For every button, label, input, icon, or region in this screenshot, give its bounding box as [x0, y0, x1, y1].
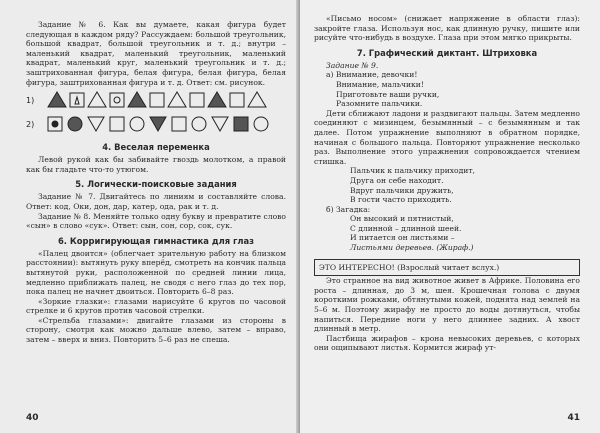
exercise-shooting-text: «Стрельба глазами»: двигайте глазами из стороны в сторону, смотря как можно дальше влево, затем – вправо, затем – вверх и вниз. Повторить 5–6 раз не спеша.: [26, 315, 286, 345]
row2-triangle-2: [150, 117, 166, 131]
row2-square-2: [110, 117, 124, 131]
nose-writing-text: «Письмо носом» (снижает напряжение в области глаз): закройте глаза. Используя нос, как длинную ручку, пишите или рисуйте что-нибудь в воздухе. Глаза при этом мягко прикрыты.: [314, 14, 580, 43]
interesting-box: [314, 259, 580, 277]
poem-line: Друга он себе находит.: [350, 175, 444, 185]
part-a-line: Приготовьте ваши ручки,: [336, 89, 440, 99]
giraffe-text-1: Это странное на вид животное живет в Африке. Половина его роста – длинная, до 3 м, шея. Крошечная голова с двумя короткими рожками, обтянутыми кожей, поднята над землей на 5–6 м. Поэтому жирафу не просто до воды дотянуться, чтобы напиться. Передние ноги у него длиннее задних. А хвост длинный в метр.: [314, 276, 580, 334]
section-4-heading: 4. Веселая переменка: [102, 142, 210, 153]
row-2-label: 2): [26, 120, 35, 130]
riddle-line: Он высокий и пятнистый,: [350, 214, 454, 224]
section-6-heading: 6. Корригирующая гимнастика для глаз: [57, 235, 255, 246]
task-6-text: Задание № 6. Как вы думаете, какая фигура будет следующая в каждом ряду? Рассуждаем: большой треугольник, большой квадрат, большой треугольник и т. д.; внутри – маленький квадрат, маленький треугольник, маленький квадрат, маленький круг, маленький треугольник и т. д.; заштрихованная фигура, белая фигура, белая фигура, белая фигура, заштрихованная фигура и т. д. Ответ: см. рисунок.: [26, 20, 286, 87]
poem-line: В гости часто приходить.: [350, 195, 452, 205]
row2-circle-1: [68, 117, 82, 131]
row-1-label: 1): [26, 96, 35, 106]
figure-rows: [26, 89, 286, 137]
giraffe-text-2: Пастбища жирафов – крона невысоких деревьев, с которых они ощипывают листья. Кормится жираф ут-: [314, 333, 580, 353]
task-9-label: Задание № 9.: [326, 60, 379, 70]
right-page: [300, 0, 600, 433]
row2-square-3: [172, 117, 186, 131]
riddle-line: Листьями деревьев. (Жираф.): [350, 243, 474, 253]
part-a-line: Внимание, мальчики!: [336, 79, 424, 89]
row1-triangle-2: [88, 92, 106, 107]
row1-square-1: [70, 93, 84, 107]
finger-poem: [314, 166, 580, 204]
row2-circle-2: [130, 117, 144, 131]
riddle-line: И питается он листьями –: [350, 233, 455, 243]
figure-rows-svg: [26, 89, 286, 137]
row1-inner-circle: [114, 97, 120, 103]
part-b-label: б) Загадка:: [326, 204, 371, 214]
task-7-text: Задание № 7. Двигайтесь по линиям и составляйте слова. Ответ: код, Оки, дон, дар, катер, ода, рак и т. д.: [26, 192, 286, 211]
row1-triangle-3: [128, 92, 146, 107]
row1-square-5: [230, 93, 244, 107]
row1-triangle-4: [168, 92, 186, 107]
section-4-text: Левой рукой как бы забивайте гвоздь молотком, а правой как бы гладьте что-то утюгом.: [26, 155, 286, 174]
riddle-line: С длинной – длинной шеей.: [350, 223, 462, 233]
row2-dot-1: [52, 121, 58, 127]
part-a-lines: [314, 80, 580, 109]
row1-square-2: [110, 93, 124, 107]
row2-triangle-1: [88, 117, 104, 131]
part-a-line: Разомните пальчики.: [336, 99, 423, 109]
row1-triangle-1: [48, 92, 66, 107]
exercise-finger-text: «Палец двоится» (облегчает зрительную работу на близком расстоянии): вытянуть руку вперёд, смотреть на кончик пальца вытянутой руки, расположенной по средней линии лица, медленно приближать палец, не сводя с него глаз до тех пор, пока палец не начнет двоиться. Повторить 6–8 раз.: [26, 248, 286, 297]
exercise-eyes-text: «Зоркие глазки»: глазами нарисуйте 6 кругов по часовой стрелке и 6 кругов против часовой стрелки.: [26, 296, 286, 316]
section-7-heading: 7. Графический диктант. Штриховка: [356, 47, 538, 58]
part-a-label: а) Внимание, девочки!: [326, 70, 418, 80]
page-number-left: 40: [26, 413, 39, 423]
poem-line: Вдруг пальчики дружить,: [350, 185, 454, 195]
row2-triangle-3: [212, 117, 228, 131]
task-8-text: Задание № 8. Меняйте только одну букву и превратите слово «сын» в слово «сук». Ответ: сын, сон, сор, сок, сук.: [26, 211, 286, 231]
section-5-heading: 5. Логически-поисковые задания: [75, 179, 237, 190]
row1-inner-tri-1: [75, 97, 79, 104]
fingers-exercise-text: Дети сближают ладони и раздвигают пальцы. Затем медленно соединяют с мизинцем, безымянный – с безымянным и так далее. Потом упражнение выполняют в обратном порядке, начиная с большого пальца. Повторяют упражнение несколько раз. Выполнение этого упражнения сопровождается чтением стишка.: [314, 108, 580, 166]
row2-circle-3: [192, 117, 206, 131]
row1-square-4: [190, 93, 204, 107]
row1-triangle-5: [208, 92, 226, 107]
riddle-poem: [314, 214, 580, 252]
poem-line: Пальчик к пальчику приходит,: [350, 166, 475, 176]
row2-circle-4: [254, 117, 268, 131]
page-number-right: 41: [567, 413, 580, 423]
interesting-title: ЭТО ИНТЕРЕСНО! (Взрослый читает вслух.): [319, 262, 500, 272]
row1-square-3: [150, 93, 164, 107]
row2-square-4: [234, 117, 248, 131]
row1-triangle-6: [248, 92, 266, 107]
